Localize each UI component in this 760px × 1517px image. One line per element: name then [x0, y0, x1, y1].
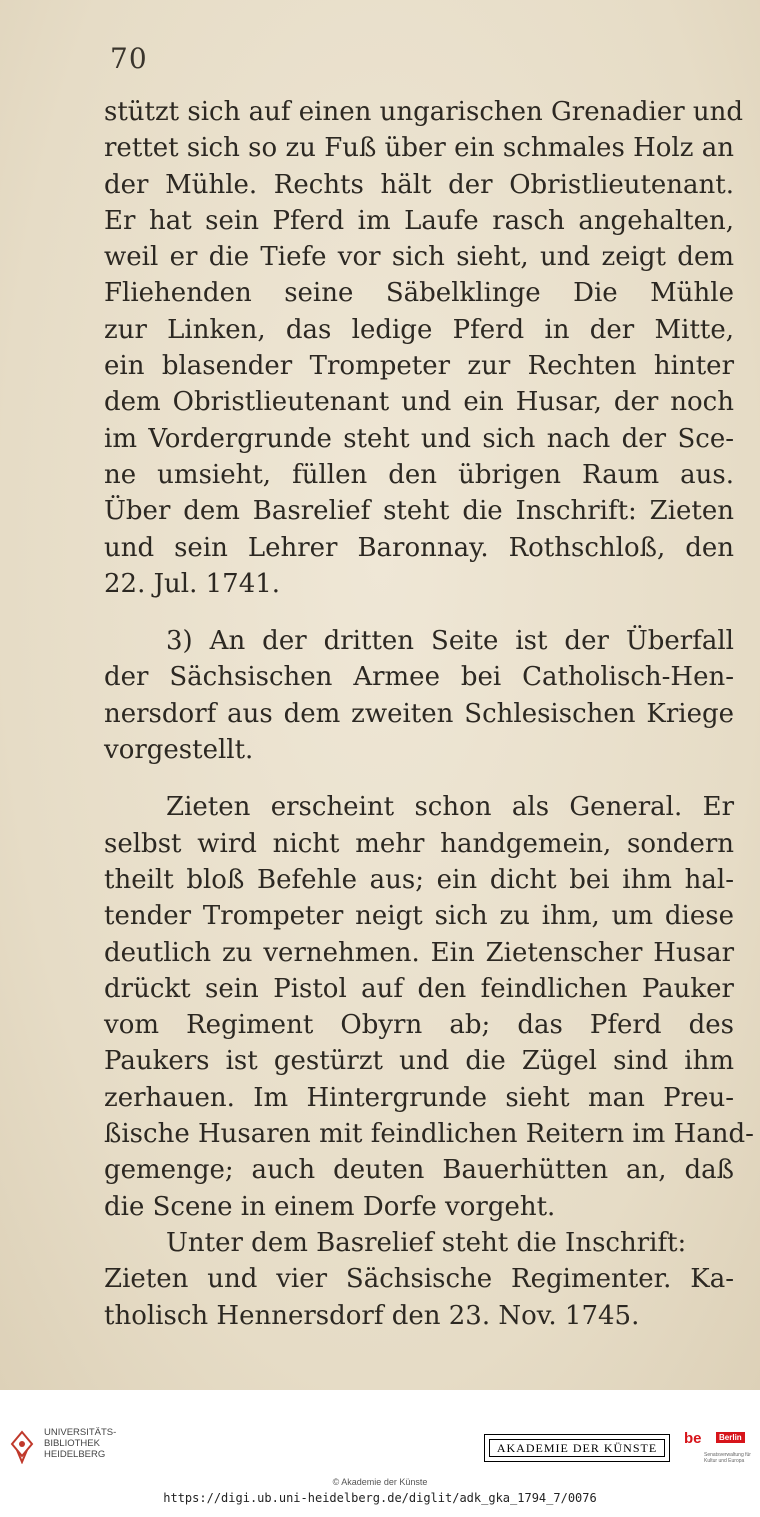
text-line: und sein Lehrer Baronnay. Rothschloß, den	[104, 532, 734, 563]
text-line: im Vordergrunde steht und sich nach der Sce-	[104, 423, 734, 454]
berlin-badge: Berlin	[716, 1432, 745, 1443]
copyright-notice: © Akademie der Künste	[332, 1477, 428, 1487]
text-line: die Scene in einem Dorfe vorgeht.	[104, 1191, 556, 1222]
text-line: ne umsieht, füllen den übrigen Raum aus.	[104, 459, 734, 490]
paragraph-gap	[104, 602, 734, 623]
text-line: ein blasender Trompeter zur Rechten hinter	[104, 351, 734, 382]
text-line: 22. Jul. 1741.	[104, 568, 281, 599]
university-library-logo-icon[interactable]	[8, 1430, 36, 1464]
text-line: 3) An der dritten Seite ist der Überfall	[166, 626, 734, 657]
text-line: rettet sich so zu Fuß über ein schmales Holz an	[104, 133, 734, 164]
viewer-footer	[0, 1390, 760, 1517]
text-line: zur Linken, das ledige Pferd in der Mitte,	[104, 314, 734, 345]
text-line: Er hat sein Pferd im Laufe rasch angehalten,	[104, 205, 734, 236]
text-line: vom Regiment Obyrn ab; das Pferd des	[104, 1010, 734, 1041]
text-line: gemenge; auch deuten Bauerhütten an, daß	[104, 1155, 734, 1186]
text-line: Unter dem Basrelief steht die Inschrift:	[166, 1227, 687, 1258]
paragraph-gap	[104, 768, 734, 789]
text-line: Zieten und vier Sächsische Regimenter. Ka-	[104, 1264, 734, 1295]
berlin-be-icon: be	[684, 1430, 702, 1447]
berlin-subtitle: Senatsverwaltung für Kultur und Europa	[704, 1452, 751, 1464]
text-line: tender Trompeter neigt sich zu ihm, um diese	[104, 901, 734, 932]
text-line: tholisch Hennersdorf den 23. Nov. 1745.	[104, 1300, 640, 1331]
text-line: der Sächsischen Armee bei Catholisch-Hen-	[104, 662, 734, 693]
university-library-name[interactable]: UNIVERSITÄTS- BIBLIOTHEK HEIDELBERG	[44, 1427, 117, 1460]
page-number: 70	[110, 42, 148, 75]
text-line: deutlich zu vernehmen. Ein Zietenscher Husar	[104, 937, 734, 968]
text-line: Fliehenden seine Säbelklinge Die Mühle	[104, 278, 734, 309]
text-line: theilt bloß Befehle aus; ein dicht bei ihm hal-	[104, 864, 734, 895]
text-line: ßische Husaren mit feindlichen Reitern im Hand-	[104, 1119, 754, 1150]
akademie-der-kuenste-label: AKADEMIE DER KÜNSTE	[489, 1439, 665, 1457]
text-line: Zieten erscheint schon als General. Er	[166, 792, 734, 823]
body-text	[104, 94, 754, 1334]
berlin-senate-logo[interactable]	[684, 1430, 754, 1470]
text-line: nersdorf aus dem zweiten Schlesischen Kriege	[104, 698, 734, 729]
text-line: Paukers ist gestürzt und die Zügel sind ihm	[104, 1046, 734, 1077]
source-url-link[interactable]: https://digi.ub.uni-heidelberg.de/diglit/adk_gka_1794_7/0076	[163, 1491, 597, 1505]
text-line: der Mühle. Rechts hält der Obristlieutenant.	[104, 169, 734, 200]
text-line: Über dem Basrelief steht die Inschrift: Zieten	[104, 496, 734, 527]
text-line: drückt sein Pistol auf den feindlichen Pauker	[104, 973, 734, 1004]
text-line: selbst wird nicht mehr handgemein, sondern	[104, 828, 734, 859]
text-line: zerhauen. Im Hintergrunde sieht man Preu-	[104, 1082, 734, 1113]
akademie-der-kuenste-logo[interactable]	[484, 1434, 670, 1462]
text-line: stützt sich auf einen ungarischen Grenadier und	[104, 97, 744, 127]
text-line: weil er die Tiefe vor sich sieht, und zeigt dem	[104, 242, 734, 273]
text-line: vorgestellt.	[104, 735, 254, 766]
text-line: dem Obristlieutenant und ein Husar, der noch	[104, 387, 734, 418]
